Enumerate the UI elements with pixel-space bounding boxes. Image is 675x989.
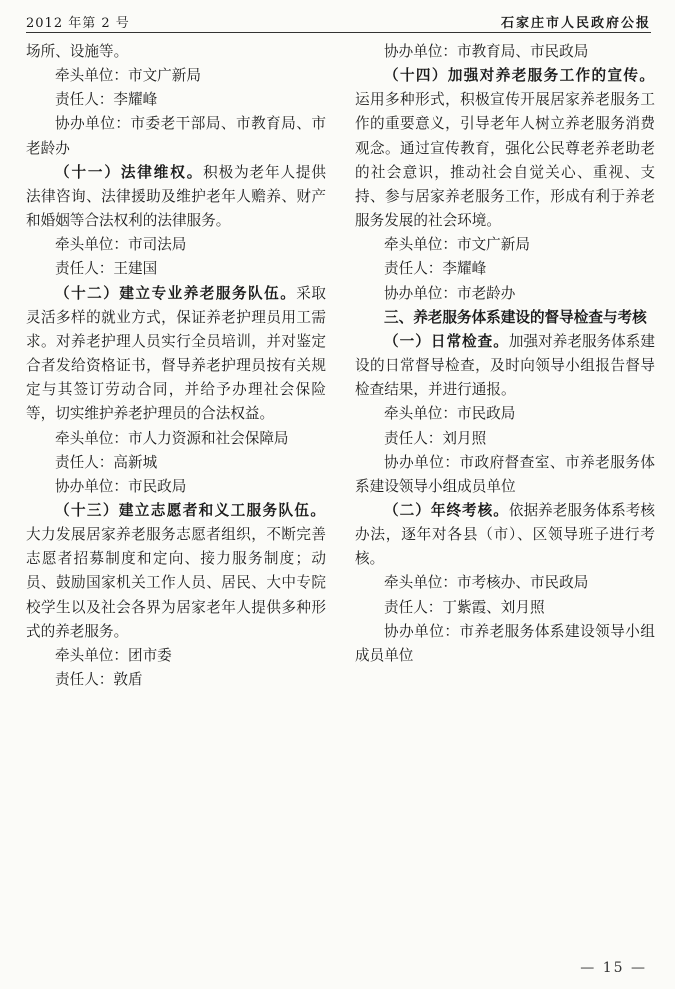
responsibility-line: 协办单位：市教育局、市民政局: [384, 43, 589, 60]
paragraph-body: 大力发展居家养老服务志愿者组织，不断完善志愿者招募制度和定向、接力服务制度；动员、鼓励国家机关工作人员、居民、大中专院校学生以及社会各界为居家老年人提供多种形式的养老服务。: [26, 526, 326, 640]
paragraph-title: （二）年终考核。: [384, 501, 509, 519]
paragraph-title: （一）日常检查。: [384, 332, 509, 350]
responsibility-line: 责任人：丁紫霞、刘月照: [384, 598, 545, 616]
responsibility-line: 协办单位：市委老干部局、市教育局、市老龄办: [26, 115, 326, 157]
paragraph: [355, 64, 655, 233]
responsibility-line: 牵头单位：市民政局: [384, 405, 516, 423]
responsibility-line: 协办单位：市政府督查室、市养老服务体系建设领导小组成员单位: [355, 453, 655, 495]
paragraph-body: 积极为老年人提供法律咨询、法律援助及维护老年人赡养、财产和婚姻等合法权利的法律服务。: [26, 163, 326, 230]
paragraph-body: 加强对养老服务体系建设的日常督导检查，及时向领导小组报告督导检查结果，并进行通报。: [355, 332, 655, 399]
paragraph-title: （十四）加强对养老服务工作的宣传。: [384, 67, 655, 85]
responsibility-line: 牵头单位：团市委: [55, 646, 172, 664]
text-line: 场所、设施等。: [26, 43, 129, 60]
paragraph-body: 运用多种形式，积极宣传开展居家养老服务工作的重要意义，引导老年人树立养老服务消费观念。通过宣传教育，强化公民尊老养老助老的社会意识，推动社会自觉关心、重视、支持、参与居家养老服务工作，形成有利于养老服务发展的社会环境。: [355, 91, 655, 230]
paragraph-title: （十三）建立志愿者和义工服务队伍。: [55, 501, 326, 519]
page-header: [26, 6, 651, 33]
issue-label: 2012 年第 2 号: [26, 16, 130, 31]
paragraph-title: （十一）法律维权。: [55, 163, 204, 181]
responsibility-line: 牵头单位：市人力资源和社会保障局: [55, 429, 289, 447]
responsibility-line: 责任人：李耀峰: [384, 260, 487, 278]
responsibility-line: 牵头单位：市考核办、市民政局: [384, 574, 589, 592]
responsibility-line: 责任人：敦盾: [55, 671, 143, 689]
responsibility-line: 协办单位：市老龄办: [384, 284, 516, 302]
paragraph: [26, 161, 326, 233]
publication-title: 石家庄市人民政府公报: [500, 16, 651, 31]
left-column: [26, 40, 326, 692]
responsibility-line: 牵头单位：市文广新局: [384, 236, 530, 254]
responsibility-line: 责任人：王建国: [55, 260, 158, 278]
paragraph: [26, 282, 326, 427]
paragraph-title: （十二）建立专业养老服务队伍。: [55, 284, 297, 302]
section-heading: 三、养老服务体系建设的督导检查与考核: [384, 308, 647, 326]
responsibility-line: 责任人：李耀峰: [55, 91, 158, 109]
paragraph-body: 采取灵活多样的就业方式，保证养老护理员用工需求。对养老护理人员实行全员培训，并对鉴定合者发给资格证书，督导养老护理员按有关规定与其签订劳动合同，并给予办理社会保险等，切实维护养老护理员的合法权益。: [26, 284, 326, 423]
responsibility-line: 协办单位：市民政局: [55, 477, 187, 495]
page-number: — 15 —: [580, 960, 647, 976]
paragraph: [26, 499, 326, 644]
paragraph: [355, 499, 655, 571]
paragraph-body: 依据养老服务体系考核办法，逐年对各县（市）、区领导班子进行考核。: [355, 501, 655, 568]
responsibility-line: 牵头单位：市司法局: [55, 236, 187, 254]
responsibility-line: 协办单位：市养老服务体系建设领导小组成员单位: [355, 622, 655, 664]
responsibility-line: 牵头单位：市文广新局: [55, 67, 201, 85]
paragraph: [355, 330, 655, 402]
responsibility-line: 责任人：高新城: [55, 453, 158, 471]
right-column: [355, 40, 655, 668]
responsibility-line: 责任人：刘月照: [384, 429, 487, 447]
